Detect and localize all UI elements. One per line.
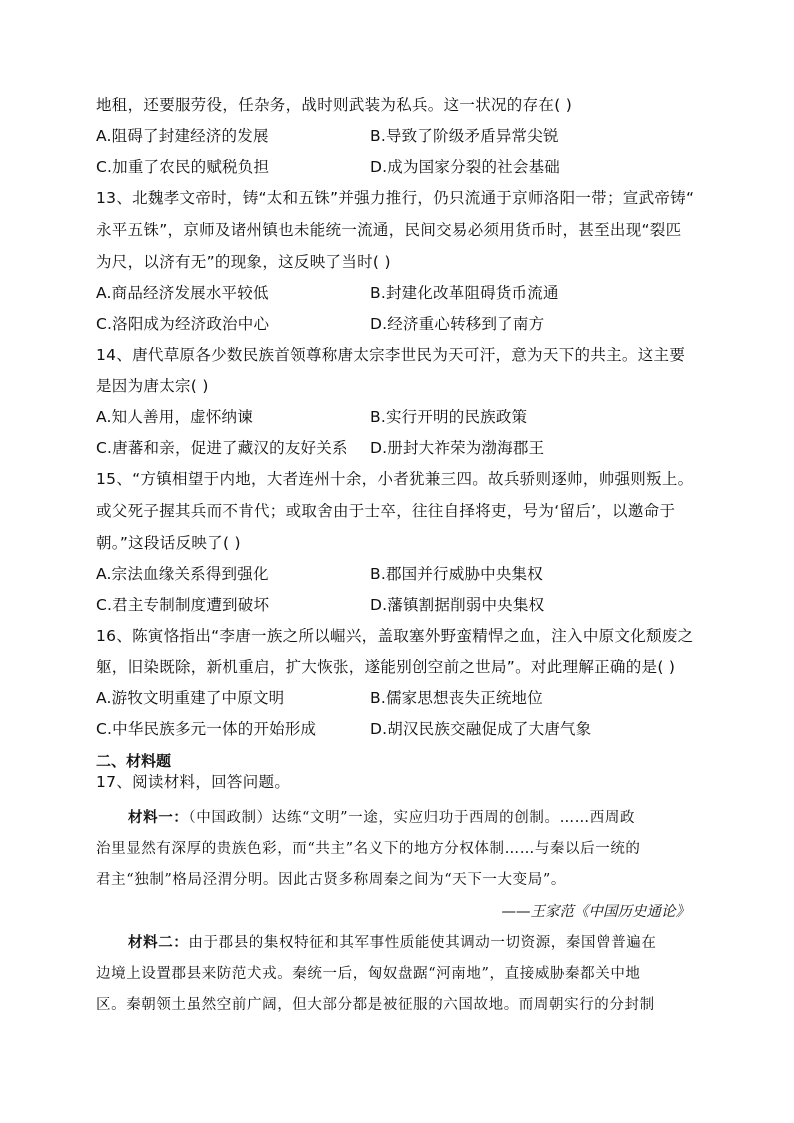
material-1-label: 材料一： <box>128 809 189 826</box>
q12-stem-tail: 地租，还要服劳役，任杂务，战时则武装为私兵。这一状况的存在( ) <box>96 96 573 114</box>
q15-option-c[interactable]: C.君主专制制度遭到破坏 <box>96 596 270 614</box>
q14-option-d[interactable]: D.册封大祚荣为渤海郡王 <box>370 439 545 457</box>
q15-stem-line: 15、“方镇相望于内地，大者连州十余，小者犹兼三四。故兵骄则逐帅，帅强则叛上。 <box>96 470 694 488</box>
material-2-line: 边境上设置郡县来防范犬戎。秦统一后，匈奴盘踞“河南地”，直接威胁秦都关中地 <box>96 966 641 982</box>
q12-option-b[interactable]: B.导致了阶级矛盾异常尖锐 <box>370 127 559 145</box>
q13-stem-line: 永平五铢”，京师及诸州镇也未能统一流通，民间交易必须用货币时，甚至出现“裂匹 <box>96 221 682 239</box>
q13-option-c[interactable]: C.洛阳成为经济政治中心 <box>96 315 270 333</box>
q16-stem-line: 16、陈寅恪指出“李唐一族之所以崛兴，盖取塞外野蛮精悍之血，注入中原文化颓废之 <box>96 627 694 645</box>
q13-stem-line: 13、北魏孝文帝时，铸“太和五铢”并强力推行，仍只流通于京师洛阳一带；宣武帝铸“ <box>96 189 695 207</box>
q17-prompt: 17、阅读材料，回答问题。 <box>96 773 291 791</box>
material-2-text: 由于郡县的集权特征和其军事性质能使其调动一切资源，秦国曾普遍在 <box>188 935 657 951</box>
material-1-line: 君主“独制”格局泾渭分明。因此古贤多称周秦之间为“天下一大变局”。 <box>96 872 566 888</box>
q13-option-a[interactable]: A.商品经济发展水平较低 <box>96 284 269 302</box>
q14-stem-line: 是因为唐太宗( ) <box>96 377 209 395</box>
q12-option-c[interactable]: C.加重了农民的赋税负担 <box>96 158 270 176</box>
q15-option-b[interactable]: B.郡国并行威胁中央集权 <box>370 565 543 583</box>
q16-stem-line: 躯，旧染既除，新机重启，扩大恢张，遂能别创空前之世局”。对此理解正确的是( ) <box>96 658 676 676</box>
material-1-line <box>128 807 635 829</box>
q16-option-c[interactable]: C.中华民族多元一体的开始形成 <box>96 720 317 738</box>
material-1-source: ——王家范《中国历史通论》 <box>501 904 690 920</box>
q13-option-d[interactable]: D.经济重心转移到了南方 <box>370 315 545 333</box>
material-1-text: （中国政制）达练“文明”一途，实应归功于西周的创制。……西周政 <box>188 810 636 826</box>
q14-option-b[interactable]: B.实行开明的民族政策 <box>370 408 528 426</box>
q16-option-a[interactable]: A.游牧文明重建了中原文明 <box>96 689 285 707</box>
q14-stem-line: 14、唐代草原各少数民族首领尊称唐太宗李世民为天可汗，意为天下的共主。这主要 <box>96 346 686 364</box>
q16-option-d[interactable]: D.胡汉民族交融促成了大唐气象 <box>370 720 592 738</box>
q14-option-c[interactable]: C.唐蕃和亲，促进了藏汉的友好关系 <box>96 439 348 457</box>
q15-option-d[interactable]: D.藩镇割据削弱中央集权 <box>370 596 545 614</box>
q15-stem-line: 朝。”这段话反映了( ) <box>96 534 241 552</box>
q12-option-d[interactable]: D.成为国家分裂的社会基础 <box>370 158 560 176</box>
material-2-label: 材料二： <box>128 934 189 951</box>
q14-option-a[interactable]: A.知人善用，虚怀纳谏 <box>96 408 253 426</box>
section-heading: 二、材料题 <box>96 752 172 770</box>
q15-stem-line: 或父死子握其兵而不肯代；或取舍由于士卒，往往自择将吏，号为‘留后’，以邀命于 <box>96 502 676 520</box>
q15-option-a[interactable]: A.宗法血缘关系得到强化 <box>96 565 269 583</box>
q12-option-a[interactable]: A.阻碍了封建经济的发展 <box>96 127 269 145</box>
q13-stem-line: 为尺，以济有无”的现象，这反映了当时( ) <box>96 253 391 271</box>
material-2-line <box>128 932 657 954</box>
q13-option-b[interactable]: B.封建化改革阻碍货币流通 <box>370 284 559 302</box>
material-2-line: 区。秦朝领土虽然空前广阔，但大部分都是被征服的六国故地。而周朝实行的分封制 <box>96 997 655 1013</box>
material-1-line: 治里显然有深厚的贵族色彩，而“共主”名义下的地方分权体制……与秦以后一统的 <box>96 841 641 857</box>
q16-option-b[interactable]: B.儒家思想丧失正统地位 <box>370 689 543 707</box>
